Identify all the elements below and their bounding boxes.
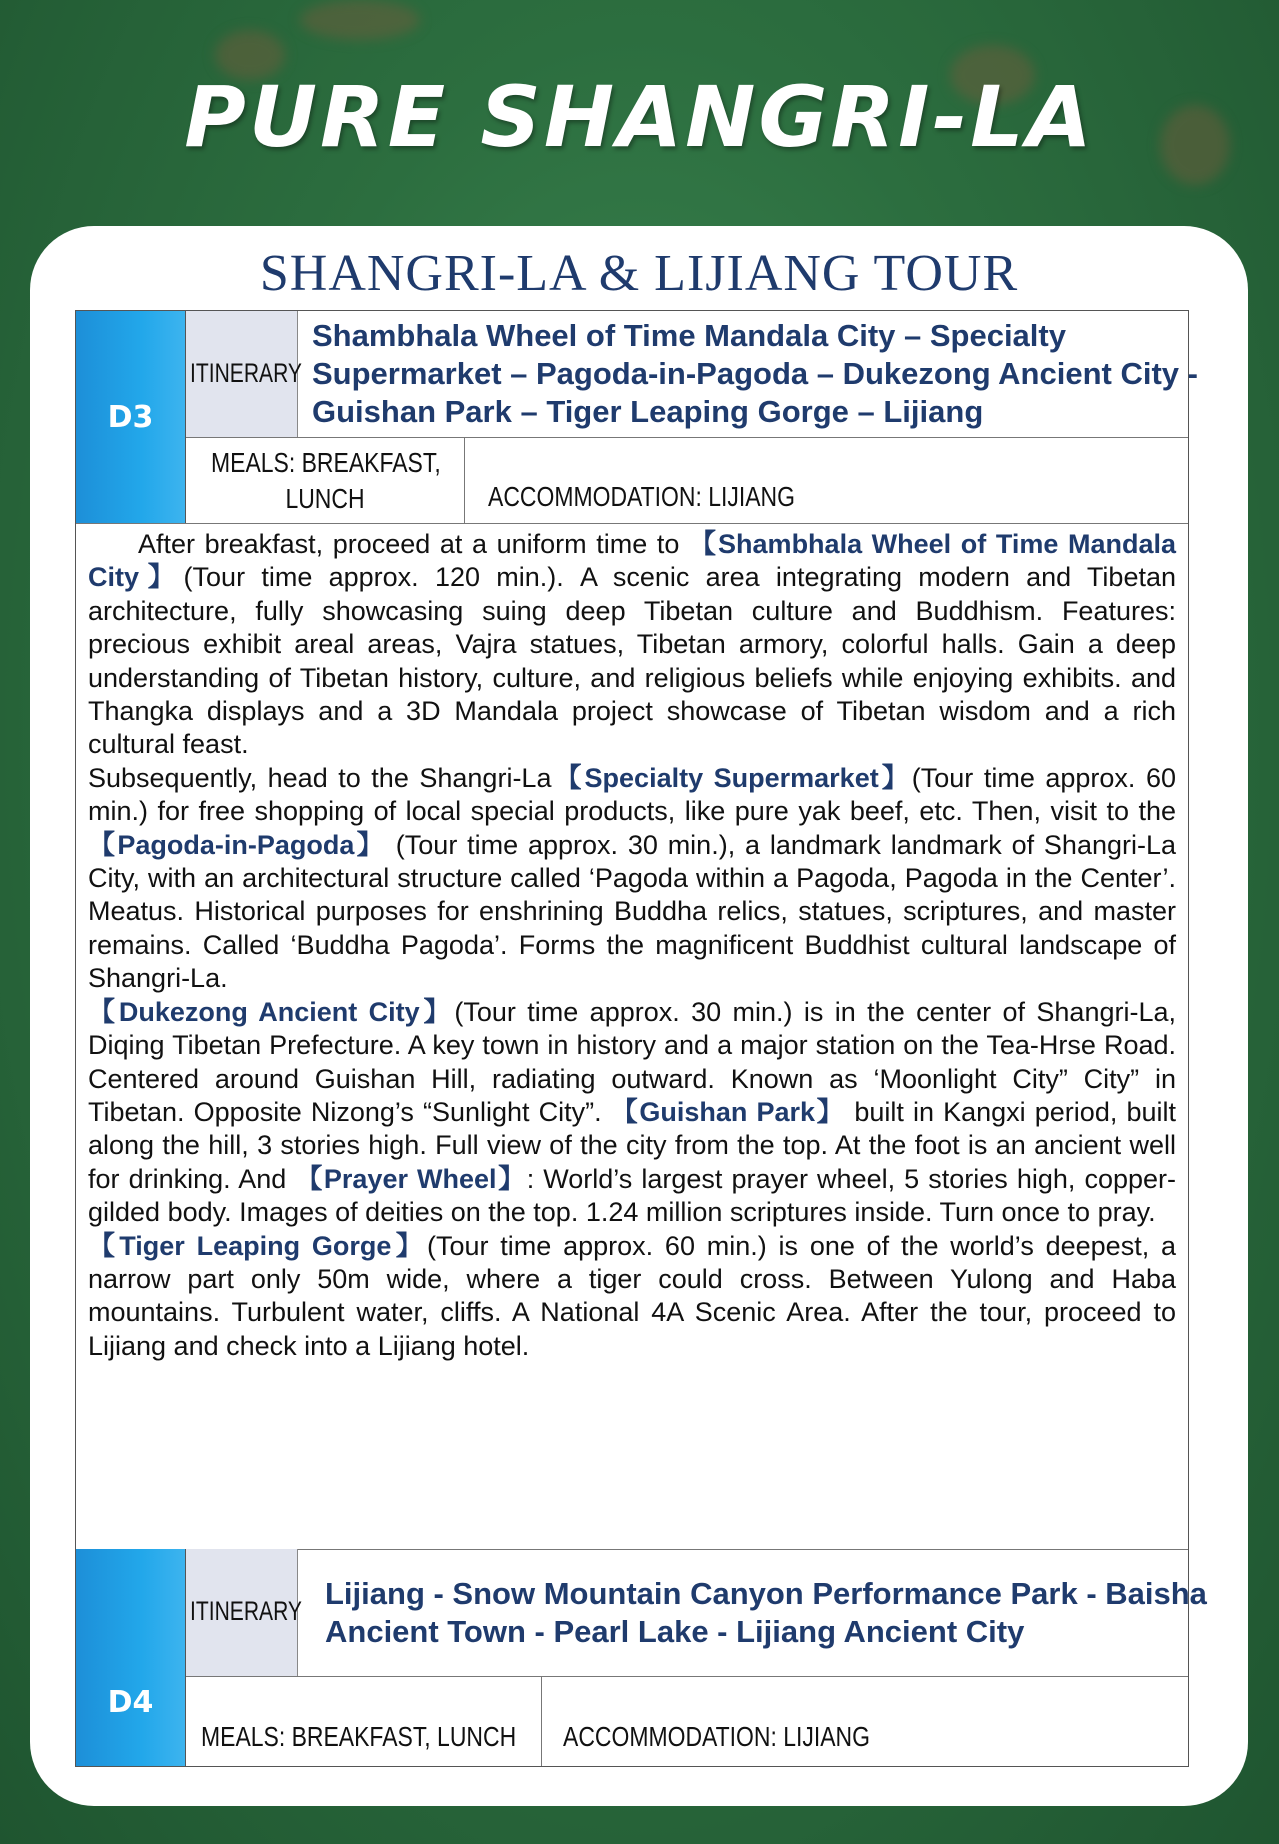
yak-silhouette xyxy=(300,0,420,40)
itinerary-route-d4 xyxy=(325,1575,1207,1651)
attraction-name: 【Tiger Leaping Gorge】 xyxy=(88,1230,427,1261)
paragraph xyxy=(88,996,1176,1230)
divider xyxy=(76,523,1188,524)
day-badge-d3 xyxy=(76,311,186,523)
meals-d3 xyxy=(186,445,464,517)
divider xyxy=(464,437,465,523)
day-description xyxy=(88,528,1176,1363)
attraction-name: 【Specialty Supermarket】 xyxy=(551,762,912,793)
body-text: (Tour time approx. 30 min.) is in the center of Shangri-La, Diqing Tibetan Prefecture. A key town in history and a major station on the Tea-Hrse Road. Centered around Guishan Hill, radiating outward. Known as ‘Moonlight City” City” in Tibetan. Opposite Nizong’s “Sunlight City”. xyxy=(88,996,1176,1127)
meals-line: LUNCH xyxy=(285,483,365,514)
attraction-name: 【Prayer Wheel】 xyxy=(295,1163,527,1194)
divider xyxy=(186,1676,1188,1677)
body-text: (Tour time approx. 60 min.) is one of the world’s deepest, a narrow part only 50m wide, where a tiger could cross. Between Yulong and Haba mountains. Turbulent water, cliffs. A National 4A Scenic Area. After the tour, proceed to Lijiang and check into a Lijiang hotel. xyxy=(88,1230,1176,1361)
body-text: built in Kangxi period, built along the hill, 3 stories high. Full view of the city from the top. At the foot is an ancient well for drinking. And xyxy=(88,1096,1176,1194)
body-text: (Tour time approx. 30 min.), a landmark landmark of Shangri-La City, with an architectural structure called ‘Pagoda within a Pagoda, Pagoda in the Center’. Meatus. Historical purposes for enshrining Buddha relics, statues, scriptures, and master remains. Called ‘Buddha Pagoda’. Forms the magnificent Buddhist cultural landscape of Shangri-La. xyxy=(88,829,1177,994)
day-label: D3 xyxy=(107,399,154,435)
attraction-name: 【Dukezong Ancient City】 xyxy=(88,996,455,1027)
divider xyxy=(541,1676,542,1766)
tour-subtitle: SHANGRI-LA & LIJIANG TOUR xyxy=(259,245,1019,302)
day-badge-d4 xyxy=(76,1549,186,1766)
paragraph xyxy=(88,1230,1176,1364)
attraction-name: 【Pagoda-in-Pagoda】 xyxy=(88,829,386,860)
attraction-name: 【Guishan Park】 xyxy=(610,1096,846,1127)
body-text: (Tour time approx. 120 min.). A scenic area integrating modern and Tibetan architecture, fully showcasing suing deep Tibetan culture and Buddhism. Features: precious exhibit areal areas, Vajra statues, Tibetan armory, colorful halls. Gain a deep understanding of Tibetan history, culture, and religious beliefs while enjoying exhibits. and Thangka displays and a 3D Mandala project showcase of Tibetan wisdom and a rich cultural feast. xyxy=(88,562,1176,760)
day-label: D4 xyxy=(107,1685,154,1720)
body-text: After breakfast, proceed at a uniform time to xyxy=(138,529,689,559)
attraction-name: 【Shambhala Wheel of Time Mandala City】 xyxy=(88,529,1176,593)
body-text: (Tour time approx. 60 min.) for free shopping of local special products, like pure yak beef, etc. Then, visit to the xyxy=(88,762,1176,827)
page-title: PURE SHANGRI-LA xyxy=(184,68,1095,166)
itinerary-line: Lijiang - Snow Mountain Canyon Performance Park - Baisha xyxy=(325,1576,1207,1611)
paragraph xyxy=(88,762,1176,996)
itinerary-label: ITINERARY xyxy=(190,1596,302,1626)
body-text: Subsequently, head to the Shangri-La xyxy=(88,762,552,793)
meals-d4: MEALS: BREAKFAST, LUNCH xyxy=(201,1721,517,1752)
body-text: : World’s largest prayer wheel, 5 stories high, copper-gilded body. Images of deities on the top. 1.24 million scriptures inside. Turn once to pray. xyxy=(88,1163,1177,1228)
itinerary-label: ITINERARY xyxy=(190,358,302,388)
itinerary-line: Supermarket – Pagoda-in-Pagoda – Dukezong Ancient City - xyxy=(312,356,1198,391)
itinerary-line: Ancient Town - Pearl Lake - Lijiang Ancient City xyxy=(325,1614,1025,1649)
meals-line: MEALS: BREAKFAST, xyxy=(211,447,441,478)
paragraph xyxy=(88,528,1176,762)
itinerary-route-d3 xyxy=(312,317,1198,431)
divider xyxy=(186,437,1188,438)
accommodation-d3: ACCOMMODATION: LIJIANG xyxy=(488,481,796,512)
accommodation-d4: ACCOMMODATION: LIJIANG xyxy=(563,1721,871,1752)
itinerary-line: Guishan Park – Tiger Leaping Gorge – Lijiang xyxy=(312,394,984,429)
itinerary-line: Shambhala Wheel of Time Mandala City – Specialty xyxy=(312,318,1066,353)
